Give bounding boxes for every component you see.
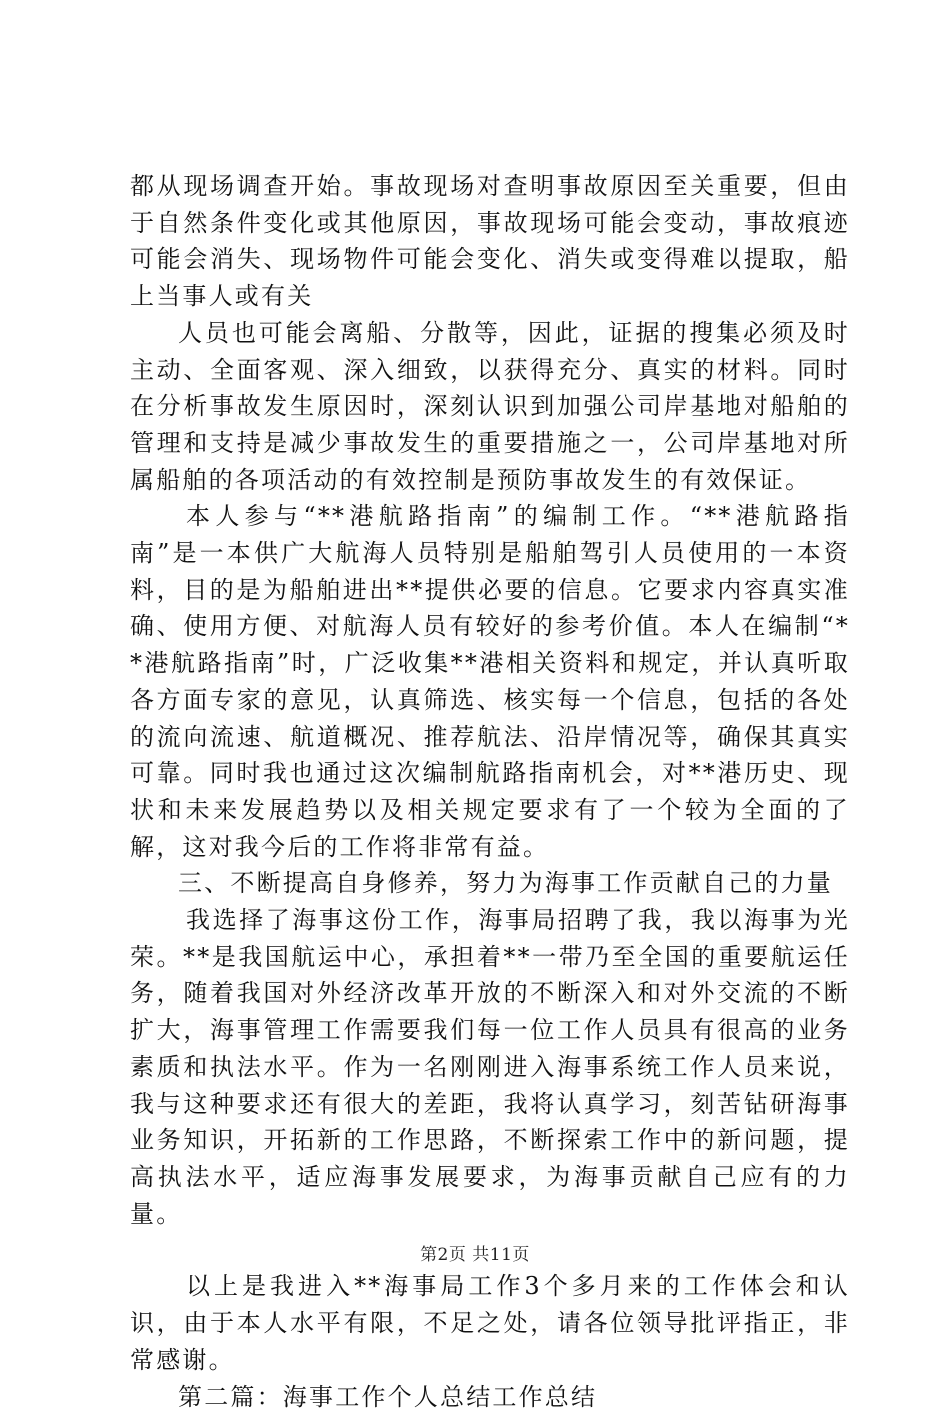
section-heading-three: 三、不断提高自身修养，努力为海事工作贡献自己的力量	[130, 865, 850, 902]
paragraph-evidence-collection: 人员也可能会离船、分散等，因此，证据的搜集必须及时主动、全面客观、深入细致，以获得充分、真实的材料。同时在分析事故发生原因时，深刻认识到加强公司岸基地对船舶的管理和支持是减少事故发生的重要措施之一，公司岸基地对所属船舶的各项活动的有效控制是预防事故发生的有效保证。	[130, 315, 850, 499]
paragraph-self-improvement: 我选择了海事这份工作，海事局招聘了我，我以海事为光荣。**是我国航运中心，承担着**一带乃至全国的重要航运任务，随着我国对外经济改革开放的不断深入和对外交流的不断扩大，海事管理工作需要我们每一位工作人员具有很高的业务素质和执法水平。作为一名刚刚进入海事系统工作人员来说，我与这种要求还有很大的差距，我将认真学习，刻苦钻研海事业务知识，开拓新的工作思路，不断探索工作中的新问题，提高执法水平，适应海事发展要求，为海事贡献自己应有的力量。	[130, 902, 850, 1232]
next-article-title: 第二篇：海事工作个人总结工作总结	[130, 1379, 850, 1415]
paragraph-accident-investigation: 都从现场调查开始。事故现场对查明事故原因至关重要，但由于自然条件变化或其他原因，事故现场可能会变动，事故痕迹可能会消失、现场物件可能会变化、消失或变得难以提取，船上当事人或有关	[130, 168, 850, 315]
paragraph-route-guide: 本人参与“**港航路指南”的编制工作。“**港航路指南”是一本供广大航海人员特别是船舶驾引人员使用的一本资料，目的是为船舶进出**提供必要的信息。它要求内容真实准确、使用方便、对航海人员有较好的参考价值。本人在编制“**港航路指南”时，广泛收集**港相关资料和规定，并认真听取各方面专家的意见，认真筛选、核实每一个信息，包括的各处的流向流速、航道概况、推荐航法、沿岸情况等，确保其真实可靠。同时我也通过这次编制航路指南机会，对**港历史、现状和未来发展趋势以及相关规定要求有了一个较为全面的了解，这对我今后的工作将非常有益。	[130, 498, 850, 865]
document-body	[130, 168, 850, 1415]
paragraph-closing: 以上是我进入**海事局工作3个多月来的工作体会和认识，由于本人水平有限，不足之处，请各位领导批评指正，非常感谢。	[130, 1268, 850, 1378]
page-number-footer: 第2页 共11页	[0, 1240, 950, 1265]
